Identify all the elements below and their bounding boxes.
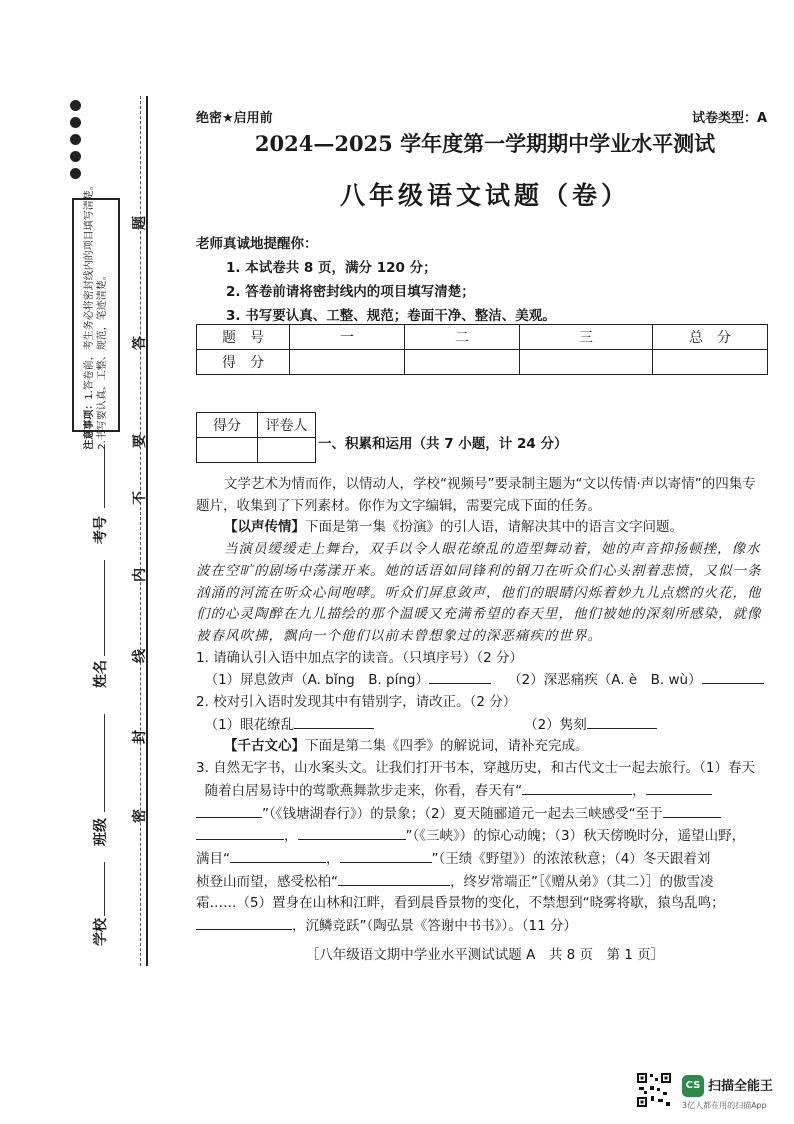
passage-text: 当演员缓缓走上舞台，双手以令人眼花缭乱的造型舞动着，她的声音抑扬顿挫，像水波在空旷的剧场中荡漾开来。她的话语如同锋利的钢刀在听众们心头割着悲愤，又似一条汹涌的河流在听众心间咆哮。听众们屏息敛声，他们的眼睛闪烁着妙九儿点燃的火花，他们的心灵陶醉在九儿描绘的那个温暖又充满希望的春天里，他们被她的深刻所感染，就像被春风吹拂，飘向一个他们以前未曾想象过的深恶痛疾的世界。	[196, 541, 762, 644]
question-text: ”（王绩《野望》）的浓浓秋意；（4）冬天跟着刘	[431, 850, 711, 867]
binding-holes	[70, 100, 84, 185]
question-item: （1）眼花缭乱	[204, 716, 295, 733]
question-item: （1）屏息敛声（A. bǐng B. píng）	[204, 672, 429, 689]
score-cell[interactable]	[653, 350, 768, 375]
answer-blank[interactable]	[338, 871, 450, 886]
reminder-item: 3. 书写要认真、工整、规范；卷面干净、整洁、美观。	[226, 308, 556, 324]
answer-blank[interactable]	[340, 848, 432, 863]
answer-blank[interactable]	[646, 780, 712, 795]
part-title: 【以声传情】	[224, 519, 305, 536]
question-text: ”（《三峡》）的惊心动魄；（3）秋天傍晚时分，遥望山野，	[405, 828, 746, 845]
hole-icon	[70, 151, 81, 162]
question-text: ，终岁常端正”［《赠从弟》（其二）］的傲雪凌	[450, 873, 714, 890]
question-3-line	[196, 871, 768, 894]
answer-blank[interactable]	[196, 915, 292, 930]
intro-text: 文学艺术为情而作，以情动人，学校“视频号”要录制主题为“文以传情·声以寄情”的四集专题片，收集到了下列素材。你作为文字编辑，需要完成下面的任务。	[196, 476, 756, 514]
answer-blank[interactable]	[702, 669, 764, 684]
part-one	[196, 517, 768, 539]
table-header-cell: 题 号	[197, 325, 290, 350]
table-row	[197, 413, 316, 438]
seal-char: 题	[132, 216, 148, 230]
class-label: 班级	[93, 818, 109, 846]
question-2-items	[196, 714, 768, 737]
answer-blank[interactable]	[196, 825, 284, 840]
confidential-mark: 绝密★启用前	[196, 111, 273, 126]
table-header-cell: 一	[290, 325, 405, 350]
name-label: 姓名	[93, 660, 109, 688]
school-label: 学校	[93, 918, 109, 946]
question-item: （2）深恶痛疾（A. è B. wù）	[508, 672, 702, 689]
page-footer: ［八年级语文期中学业水平测试试题 A 共 8 页 第 1 页］	[305, 947, 665, 963]
question-text: ，	[632, 782, 646, 799]
table-header-cell: 总 分	[653, 325, 768, 350]
notice-item: 1.答卷前，考生务必将密封线内的项目填写清楚。	[84, 180, 95, 400]
table-row	[197, 438, 316, 463]
score-cell[interactable]	[290, 350, 405, 375]
table-row	[197, 350, 768, 375]
exam-no-field[interactable]	[104, 448, 105, 508]
hole-icon	[70, 134, 81, 145]
scanner-logo-icon: CS	[682, 1075, 704, 1097]
question-3-line	[196, 780, 768, 803]
answer-blank[interactable]	[196, 803, 262, 818]
reminder-item: 2. 答卷前请将密封线内的项目填写清楚；	[226, 284, 475, 300]
question-1-items	[196, 669, 768, 692]
hole-icon	[70, 168, 81, 179]
seal-char: 封	[132, 730, 148, 744]
question-item: （2）隽刻	[524, 716, 587, 733]
answer-blank[interactable]	[429, 669, 491, 684]
reminder-item: 1. 本试卷共 8 页，满分 120 分；	[226, 260, 437, 276]
question-text: ，	[326, 850, 340, 867]
score-cell[interactable]	[405, 350, 520, 375]
table-header-cell: 二	[405, 325, 520, 350]
score-cell[interactable]	[520, 350, 653, 375]
question-2: 2. 校对引入语时发现其中有错别字，请改正。（2 分）	[196, 694, 517, 711]
part-title: 【千古文心】	[224, 738, 305, 755]
seal-char: 密	[132, 809, 148, 823]
notice-item: 2.书写要认真、工整、规范，笔迹清楚。	[97, 270, 108, 450]
score-cell[interactable]	[197, 438, 258, 463]
answer-blank[interactable]	[294, 714, 374, 729]
answer-blank[interactable]	[663, 803, 721, 818]
section-heading: 一、积累和运用（共 7 小题，计 24 分）	[318, 436, 568, 452]
part-two	[196, 736, 768, 758]
answer-blank[interactable]	[298, 825, 406, 840]
qr-code-icon	[636, 1072, 672, 1108]
score-table	[196, 324, 768, 375]
paper-type: 试卷类型：A	[692, 111, 768, 126]
seal-char: 不	[132, 491, 148, 505]
grader-cell[interactable]	[258, 438, 316, 463]
table-header-cell: 三	[520, 325, 653, 350]
school-field[interactable]	[104, 862, 105, 916]
question-body	[196, 474, 768, 938]
reminder-notes	[196, 232, 556, 328]
scanner-tagline: 3亿人都在用的扫描App	[682, 1101, 767, 1110]
question-text: ，	[284, 828, 298, 845]
notice-title: 注意事项：	[84, 399, 95, 450]
table-row	[197, 325, 768, 350]
question-text: ，沉鳞竞跃”（陶弘景《答谢中书书》）。（11 分）	[292, 918, 577, 935]
question-3-line	[196, 825, 768, 848]
seal-char: 要	[132, 434, 148, 448]
scanner-name: 扫描全能王	[708, 1079, 774, 1094]
exam-no-label: 考号	[93, 516, 109, 544]
answer-blank[interactable]	[522, 780, 632, 795]
exam-title: 2024—2025 学年度第一学期期中学业水平测试	[254, 131, 716, 156]
reminder-lead: 老师真诚地提醒你：	[196, 236, 318, 252]
part-instruction: 下面是第二集《四季》的解说词，请补充完成。	[305, 738, 589, 755]
question-text: 满目“	[196, 850, 230, 867]
question-text: 随着白居易诗中的莺歌燕舞款步走来，你看，春天有“	[204, 782, 523, 799]
question-text: ”（《钱塘湖春行》）的景象；（2）夏天随郦道元一起去三峡感受“至于	[262, 805, 663, 822]
question-3-line: 3. 自然无字书，山水案头文。让我们打开书本，穿越历史，和古代文士一起去旅行。（1）春天	[196, 760, 756, 777]
question-3-line	[196, 915, 768, 938]
answer-blank[interactable]	[230, 848, 326, 863]
notice-box	[72, 180, 120, 450]
exam-subtitle: 八年级语文试题（卷）	[339, 181, 630, 210]
name-field[interactable]	[104, 560, 105, 656]
seal-char: 答	[132, 336, 148, 350]
notice-text	[83, 180, 109, 450]
question-text: 桢登山而望，感受松柏“	[196, 873, 338, 890]
question-3-line	[196, 848, 768, 871]
answer-blank[interactable]	[587, 714, 657, 729]
question-3-line: 霜……（5）置身在山林和江畔，看到晨昏景物的变化，不禁想到“晓雾将歇，猿鸟乱鸣；	[196, 895, 725, 912]
table-header-cell: 得分	[197, 413, 258, 438]
hole-icon	[70, 117, 81, 128]
part-instruction: 下面是第一集《扮演》的引人语，请解决其中的语言文字问题。	[305, 519, 683, 536]
table-row-label: 得 分	[197, 350, 290, 375]
question-3-line	[196, 803, 768, 826]
seal-char: 内	[132, 568, 148, 582]
class-field[interactable]	[104, 714, 105, 812]
hole-icon	[70, 100, 81, 111]
question-1: 1. 请确认引入语中加点字的读音。（只填序号）（2 分）	[196, 649, 524, 666]
seal-char: 线	[132, 649, 148, 663]
section-score-box	[196, 412, 316, 463]
table-header-cell: 评卷人	[258, 413, 316, 438]
